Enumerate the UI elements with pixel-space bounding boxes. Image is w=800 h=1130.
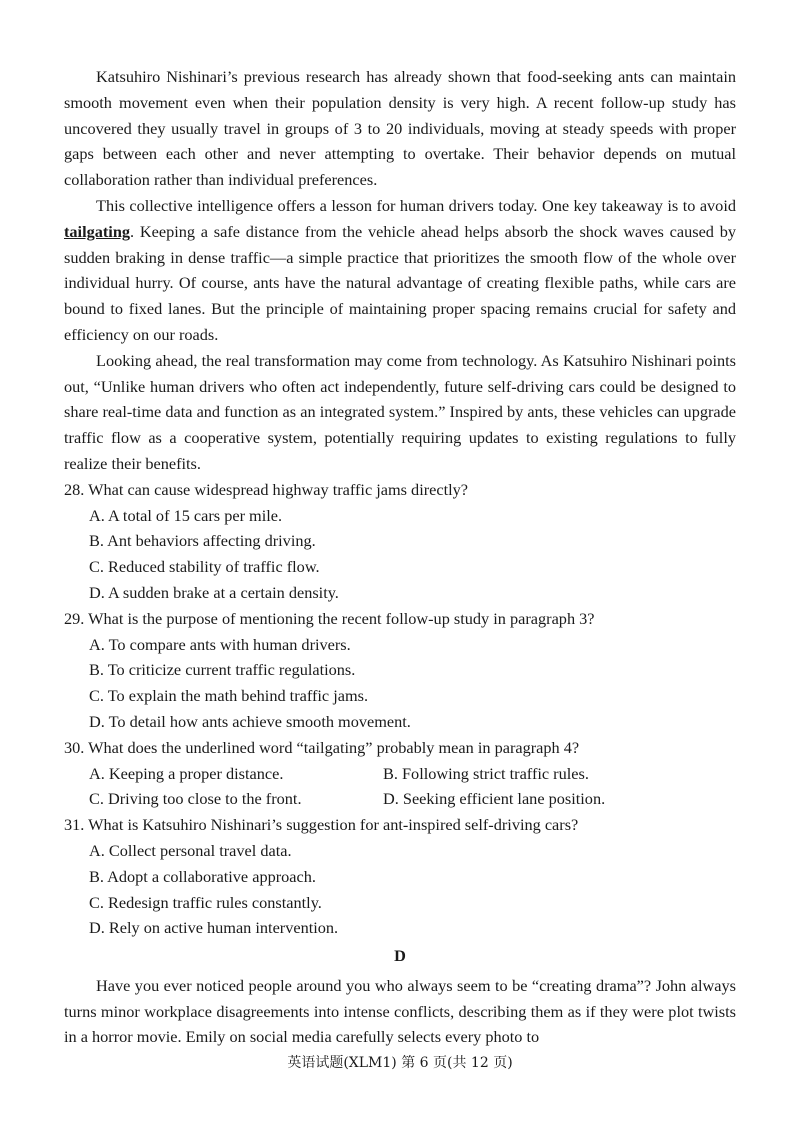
question-29-stem: 29. What is the purpose of mentioning the recent follow-up study in paragraph 3?: [64, 608, 595, 628]
exam-page: [64, 64, 736, 1050]
question-29-option-c: C. To explain the math behind traffic jams.: [89, 686, 369, 706]
question-31-option-c: C. Redesign traffic rules constantly.: [89, 892, 322, 912]
question-28-option-b: B. Ant behaviors affecting driving.: [89, 531, 316, 551]
question-29-option-d: D. To detail how ants achieve smooth movement.: [89, 711, 411, 731]
underlined-word-tailgating: tailgating: [64, 221, 131, 241]
question-30-option-a: A. Keeping a proper distance.: [89, 763, 284, 783]
question-30-stem: 30. What does the underlined word “tailgating” probably mean in paragraph 4?: [64, 737, 580, 757]
question-30-option-d: D. Seeking efficient lane position.: [383, 789, 606, 809]
question-30-options-row-2: [64, 786, 736, 812]
passage-c-paragraph-4: [64, 193, 736, 348]
question-28-option-a: A. A total of 15 cars per mile.: [89, 505, 283, 525]
question-30-option-c: C. Driving too close to the front.: [89, 789, 302, 809]
paragraph-4-text-end: . Keeping a safe distance from the vehicle ahead helps absorb the shock waves caused by sudden braking in dense traffic—a simple practice that prioritizes the smooth flow of the whole over individual hurry. Of course, ants have the natural advantage of creating flexible paths, while cars are bound to fixed lanes. But the principle of maintaining proper spacing remains crucial for safety and efficiency on our roads.: [64, 221, 736, 344]
question-31-option-b: B. Adopt a collaborative approach.: [89, 866, 316, 886]
section-d-heading: D: [394, 946, 406, 966]
question-28-stem: 28. What can cause widespread highway traffic jams directly?: [64, 479, 469, 499]
question-28-option-d: D. A sudden brake at a certain density.: [89, 582, 339, 602]
passage-c-paragraph-5: Looking ahead, the real transformation may come from technology. As Katsuhiro Nishinari points out, “Unlike human drivers who often act independently, future self-driving cars could be designed to share real-time data and function as an integrated system.” Inspired by ants, these vehicles can upgrade traffic flow as a cooperative system, potentially requiring updates to existing regulations to fully realize their benefits.: [64, 350, 736, 473]
question-31: [64, 812, 736, 941]
question-29: [64, 606, 736, 735]
question-30-option-b: B. Following strict traffic rules.: [383, 763, 589, 783]
question-30-options-row-1: [64, 761, 736, 787]
question-31-stem: 31. What is Katsuhiro Nishinari’s suggestion for ant-inspired self-driving cars?: [64, 815, 579, 835]
question-30: [64, 735, 736, 812]
question-28: [64, 477, 736, 606]
question-29-option-a: A. To compare ants with human drivers.: [89, 634, 351, 654]
passage-c-paragraph-3: Katsuhiro Nishinari’s previous research has already shown that food-seeking ants can maintain smooth movement even when their population density is very high. A recent follow-up study has uncovered they usually travel in groups of 3 to 20 individuals, moving at steady speeds with proper gaps between each other and never attempting to overtake. Their behavior depends on mutual collaboration rather than individual preferences.: [64, 67, 736, 190]
question-31-option-d: D. Rely on active human intervention.: [89, 918, 339, 938]
page-footer: 英语试题(XLM1) 第 6 页(共 12 页): [287, 1055, 513, 1071]
question-31-option-a: A. Collect personal travel data.: [89, 840, 292, 860]
paragraph-4-text-start: This collective intelligence offers a lesson for human drivers today. One key takeaway is to avoid: [96, 195, 736, 215]
question-28-option-c: C. Reduced stability of traffic flow.: [89, 557, 320, 577]
passage-d-paragraph-1: Have you ever noticed people around you who always seem to be “creating drama”? John always turns minor workplace disagreements into intense conflicts, describing them as if they were plot twists in a horror movie. Emily on social media carefully selects every photo to: [64, 975, 736, 1047]
question-29-option-b: B. To criticize current traffic regulations.: [89, 660, 356, 680]
